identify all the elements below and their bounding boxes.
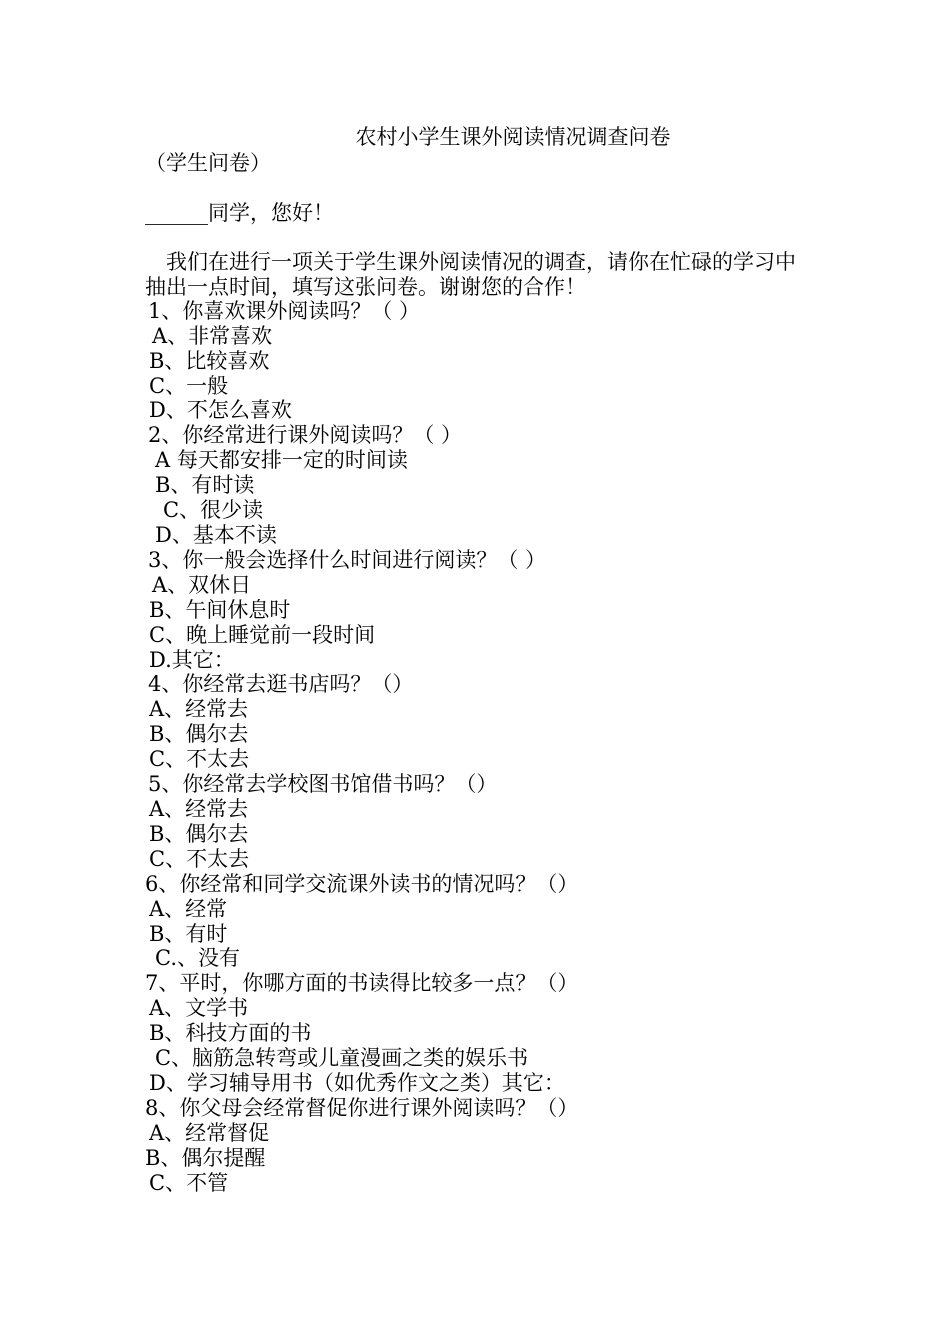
question-7: 7、平时，你哪方面的书读得比较多一点？（） — [145, 971, 579, 995]
option: A 每天都安排一定的时间读 — [155, 448, 408, 472]
question-4: 4、你经常去逛书店吗？（） — [148, 672, 414, 696]
option: A、经常 — [149, 897, 228, 921]
option: B、比较喜欢 — [149, 349, 270, 373]
question-1: 1、你喜欢课外阅读吗？（ ） — [148, 299, 421, 323]
option: A、经常督促 — [149, 1121, 270, 1145]
option: B、偶尔去 — [149, 822, 249, 846]
option: A、经常去 — [149, 697, 249, 721]
option: C、不管 — [149, 1171, 229, 1195]
option: C、不太去 — [149, 847, 250, 871]
option: D.其它： — [149, 648, 235, 672]
option: C、一般 — [149, 374, 229, 398]
option: C、晚上睡觉前一段时间 — [149, 623, 376, 647]
question-5: 5、你经常去学校图书馆借书吗？（） — [148, 772, 498, 796]
option: A、双休日 — [152, 573, 252, 597]
option: C、脑筋急转弯或儿童漫画之类的娱乐书 — [155, 1046, 529, 1070]
option: B、偶尔去 — [149, 722, 249, 746]
option: B、偶尔提醒 — [145, 1146, 266, 1170]
option: D、基本不读 — [155, 523, 277, 547]
option: C、很少读 — [163, 498, 264, 522]
question-3: 3、你一般会选择什么时间进行阅读？（ ） — [148, 548, 547, 572]
intro-paragraph: 我们在进行一项关于学生课外阅读情况的调查，请你在忙碌的学习中抽出一点时间，填写这张问卷。谢谢您的合作！ — [145, 250, 796, 299]
survey-subtitle: （学生问卷） — [145, 151, 271, 175]
option: C.、没有 — [155, 946, 240, 970]
question-2: 2、你经常进行课外阅读吗？（ ） — [148, 423, 463, 447]
option: B、有时 — [149, 922, 228, 946]
option: D、不怎么喜欢 — [149, 398, 292, 422]
option: A、文学书 — [149, 996, 249, 1020]
question-6: 6、你经常和同学交流课外读书的情况吗？（） — [145, 872, 579, 896]
question-8: 8、你父母会经常督促你进行课外阅读吗？（） — [145, 1096, 579, 1120]
option: C、不太去 — [149, 747, 250, 771]
option: B、科技方面的书 — [149, 1021, 312, 1045]
option: A、非常喜欢 — [152, 324, 273, 348]
option: B、有时读 — [155, 473, 255, 497]
survey-title: 农村小学生课外阅读情况调查问卷 — [355, 125, 671, 149]
greeting: ______同学，您好！ — [145, 201, 334, 225]
option: B、午间休息时 — [149, 598, 291, 622]
option: D、学习辅导用书（如优秀作文之类）其它： — [149, 1071, 565, 1095]
option: A、经常去 — [149, 797, 249, 821]
